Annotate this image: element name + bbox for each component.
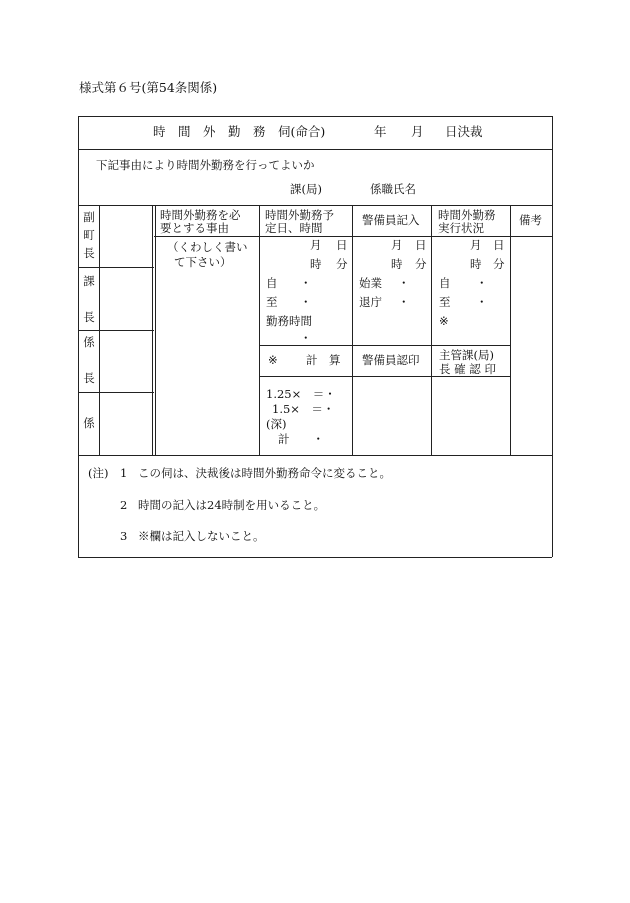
- scheduled-from-dot: ・: [300, 276, 312, 290]
- guard-start: 始業: [359, 276, 382, 290]
- actual-month: 月: [470, 238, 482, 252]
- guard-minute: 分: [415, 257, 427, 271]
- guard-leave-dot: ・: [398, 295, 410, 309]
- notes-rule: [78, 455, 552, 456]
- scheduled-to: 至: [266, 295, 278, 309]
- actual-divider: [431, 205, 432, 455]
- scheduled-day: 日: [336, 238, 348, 252]
- form-number: 様式第６号(第54条関係): [79, 80, 218, 95]
- approver-section-chief: 課 長: [83, 274, 95, 324]
- actual-mark: ※: [439, 314, 449, 328]
- request-line: 下記事由により時間外勤務を行ってよいか: [96, 158, 315, 172]
- frame-right: [552, 116, 553, 557]
- guard-day: 日: [415, 238, 427, 252]
- calc-label: 計 算: [306, 353, 341, 367]
- reason-note: （くわしく書い て下さい）: [167, 240, 248, 269]
- scheduled-hours-dot: ・: [300, 331, 312, 345]
- calc-header-rule-top: [259, 345, 510, 346]
- remarks-divider: [510, 205, 511, 455]
- approver-seal-divider-a: [152, 205, 153, 455]
- header-rule: [154, 236, 552, 237]
- approver-deputy-mayor: 副 町 長: [83, 210, 95, 260]
- approver-label-divider: [99, 205, 100, 455]
- frame-top: [78, 116, 552, 117]
- scheduled-minute: 分: [336, 257, 348, 271]
- header-remarks: 備考: [519, 213, 542, 227]
- approver-subsection-chief: 係 長: [83, 335, 95, 385]
- guard-month: 月: [391, 238, 403, 252]
- scheduled-hours-label: 勤務時間: [266, 314, 312, 328]
- actual-from-dot: ・: [476, 276, 488, 290]
- header-reason: 時間外勤務を必 要とする事由: [160, 208, 241, 235]
- scheduled-from: 自: [266, 276, 278, 290]
- guard-leave: 退庁: [359, 295, 382, 309]
- note-1-number: 1: [120, 466, 128, 480]
- scheduled-to-dot: ・: [300, 295, 312, 309]
- header-scheduled: 時間外勤務予 定日、時間: [265, 208, 334, 235]
- title-decision-day: 日決裁: [445, 124, 483, 139]
- chief-seal-label: 主管課(局) 長 確 認 印: [439, 348, 496, 376]
- header-actual: 時間外勤務 実行状況: [438, 208, 496, 235]
- calc-header-rule-bottom: [259, 376, 510, 377]
- actual-minute: 分: [493, 257, 505, 271]
- note-2-text: 時間の記入は24時制を用いること。: [138, 498, 326, 512]
- staff-name-label: 係職氏名: [370, 182, 416, 196]
- actual-hour: 時: [470, 257, 482, 271]
- actual-to: 至: [439, 295, 451, 309]
- guard-seal-label: 警備員認印: [362, 353, 420, 367]
- title-divider: [78, 149, 552, 150]
- scheduled-month: 月: [310, 238, 322, 252]
- approver-rule-1: [78, 267, 154, 268]
- approver-rule-2: [78, 330, 154, 331]
- note-3-text: ※欄は記入しないこと。: [138, 529, 265, 543]
- frame-bottom: [78, 557, 552, 558]
- notes-prefix: (注): [88, 466, 109, 480]
- note-2-number: 2: [120, 498, 128, 512]
- actual-to-dot: ・: [476, 295, 488, 309]
- title-month: 月: [411, 124, 424, 139]
- actual-from: 自: [439, 276, 451, 290]
- actual-day: 日: [493, 238, 505, 252]
- approver-seal-divider-b: [155, 205, 156, 455]
- calc-mark: ※: [268, 353, 278, 367]
- guard-divider: [352, 205, 353, 455]
- guard-hour: 時: [391, 257, 403, 271]
- approver-staff: 係: [83, 416, 95, 430]
- approver-rule-3: [78, 392, 154, 393]
- guard-start-dot: ・: [398, 276, 410, 290]
- grid-top-rule: [78, 205, 552, 206]
- note-1-text: この伺は、決裁後は時間外勤務命令に変ること。: [138, 466, 391, 480]
- section-label: 課(局): [290, 182, 322, 196]
- title-year: 年: [374, 124, 387, 139]
- reason-divider: [259, 205, 260, 455]
- header-guard-entry: 警備員記入: [362, 213, 420, 227]
- form-title: 時 間 外 勤 務 伺(命合): [153, 124, 326, 139]
- note-3-number: 3: [120, 529, 128, 543]
- calc-lines: 1.25× ＝・ 1.5× ＝・ (深) 計 ・: [266, 387, 336, 446]
- scheduled-hour: 時: [310, 257, 322, 271]
